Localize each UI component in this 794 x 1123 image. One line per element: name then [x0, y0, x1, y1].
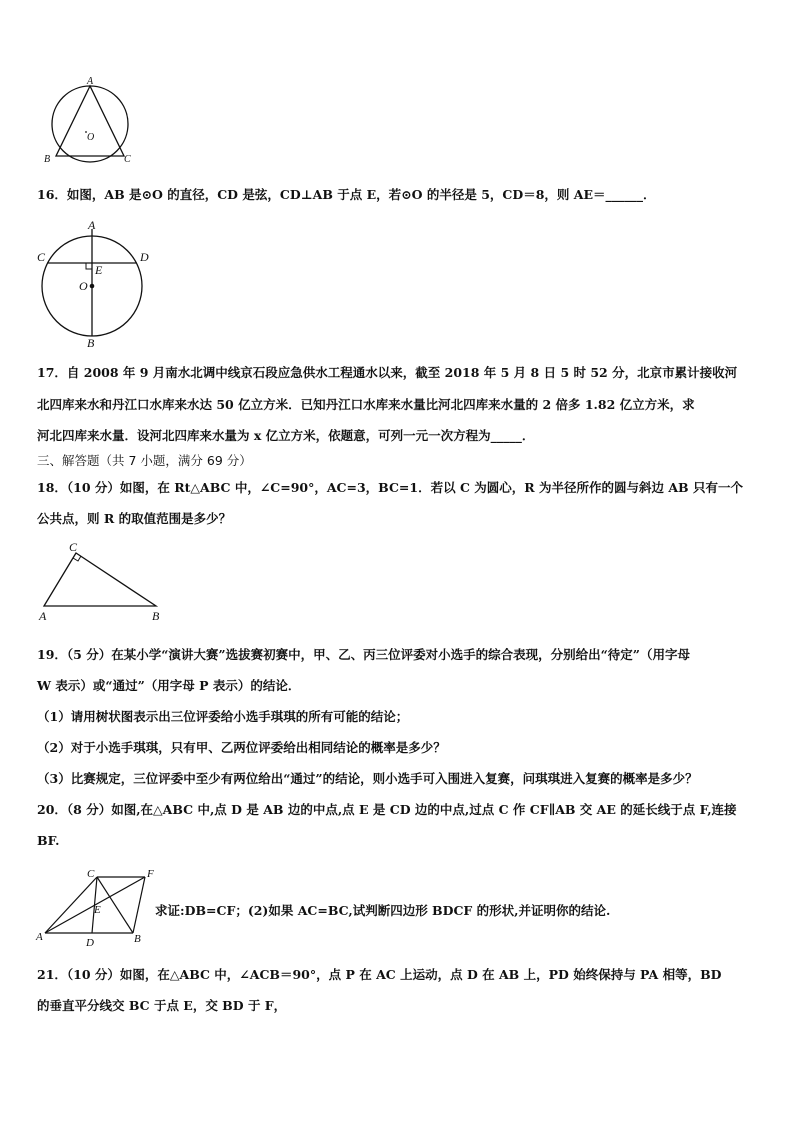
label-b: B	[134, 933, 141, 945]
circle-chord-figure	[35, 219, 165, 354]
inscribed-triangle	[56, 86, 124, 156]
label-c: C	[124, 154, 131, 165]
label-a: A	[39, 609, 47, 623]
question-17-line-3: 河北四库来水量．设河北四库来水量为 x 亿立方米，依题意，可列一元一次方程为_____．	[37, 428, 535, 443]
question-21-line-1: 21．（10 分）如图，在△ABC 中，∠ACB＝90°，点 P 在 AC 上运动，点 D 在 AB 上，PD 始终保持与 PA 相等，BD	[37, 967, 722, 982]
center-dot	[85, 131, 87, 133]
question-16-text: 16．如图，AB 是⊙O 的直径，CD 是弦，CD⊥AB 于点 E，若⊙O 的半径是 5，CD＝8，则 AE＝______．	[37, 187, 656, 202]
label-e: E	[94, 904, 101, 916]
label-a: A	[36, 931, 43, 943]
label-o: O	[87, 132, 95, 143]
question-20-line-1: 20．（8 分）如图,在△ABC 中,点 D 是 AB 边的中点,点 E 是 CD 边的中点,过点 C 作 CF∥AB 交 AE 的延长线于点 F,连接	[37, 802, 737, 817]
label-o: O	[79, 279, 88, 293]
question-18-line-2: 公共点，则 R 的取值范围是多少？	[37, 511, 232, 526]
label-c: C	[87, 868, 95, 880]
question-18-line-1: 18．（10 分）如图，在 Rt△ABC 中，∠C=90°，AC=3，BC=1．若以 C 为圆心，R 为半径所作的圆与斜边 AB 只有一个	[37, 480, 743, 495]
right-angle-mark	[86, 263, 92, 269]
question-17-line-2: 北四库来水和丹江口水库来水达 50 亿立方米．已知丹江口水库来水量比河北四库来水量的 2 倍多 1.82 亿立方米，求	[37, 397, 695, 412]
question-20-line-2: BF.	[37, 833, 60, 848]
circle-triangle-figure	[40, 78, 140, 168]
question-19-part-3: （3）比赛规定，三位评委中至少有两位给出“通过”的结论，则小选手可入围进入复赛，问琪琪进入复赛的概率是多少？	[37, 771, 698, 786]
segment-ac	[45, 877, 97, 933]
question-19-part-2: （2）对于小选手琪琪，只有甲、乙两位评委给出相同结论的概率是多少？	[37, 740, 446, 755]
segment-fb	[133, 877, 145, 933]
label-c: C	[37, 250, 46, 264]
label-d: D	[140, 250, 149, 264]
center-dot	[90, 284, 95, 289]
segment-cb	[97, 877, 133, 933]
question-21-line-2: 的垂直平分线交 BC 于点 E，交 BD 于 F，	[37, 998, 287, 1013]
label-b: B	[87, 336, 95, 350]
right-triangle-figure	[36, 540, 176, 625]
section-3-heading: 三、解答题（共 7 小题，满分 69 分）	[37, 453, 252, 468]
label-b: B	[152, 609, 160, 623]
label-c: C	[69, 540, 78, 554]
label-a: A	[87, 76, 94, 87]
label-a: A	[88, 218, 96, 232]
question-19-line-1: 19．（5 分）在某小学“演讲大赛”选拔赛初赛中，甲、乙、丙三位评委对小选手的综合表现，分别给出“待定”（用字母	[37, 647, 690, 662]
triangle-abc	[44, 553, 156, 606]
question-20-prove: 求证:DB=CF；(2)如果 AC=BC,试判断四边形 BDCF 的形状,并证明你的结论.	[155, 903, 611, 918]
label-d: D	[86, 937, 94, 949]
label-f: F	[147, 868, 154, 880]
circumcircle	[52, 86, 128, 162]
label-e: E	[95, 263, 103, 277]
question-19-line-2: W 表示）或“通过”（用字母 P 表示）的结论．	[37, 678, 301, 693]
question-17-line-1: 17．自 2008 年 9 月南水北调中线京石段应急供水工程通水以来，截至 2018 年 5 月 8 日 5 时 52 分，北京市累计接收河	[37, 365, 738, 380]
label-b: B	[44, 154, 51, 165]
triangle-parallelogram-figure	[35, 865, 165, 950]
question-19-part-1: （1）请用树状图表示出三位评委给小选手琪琪的所有可能的结论；	[37, 709, 409, 724]
